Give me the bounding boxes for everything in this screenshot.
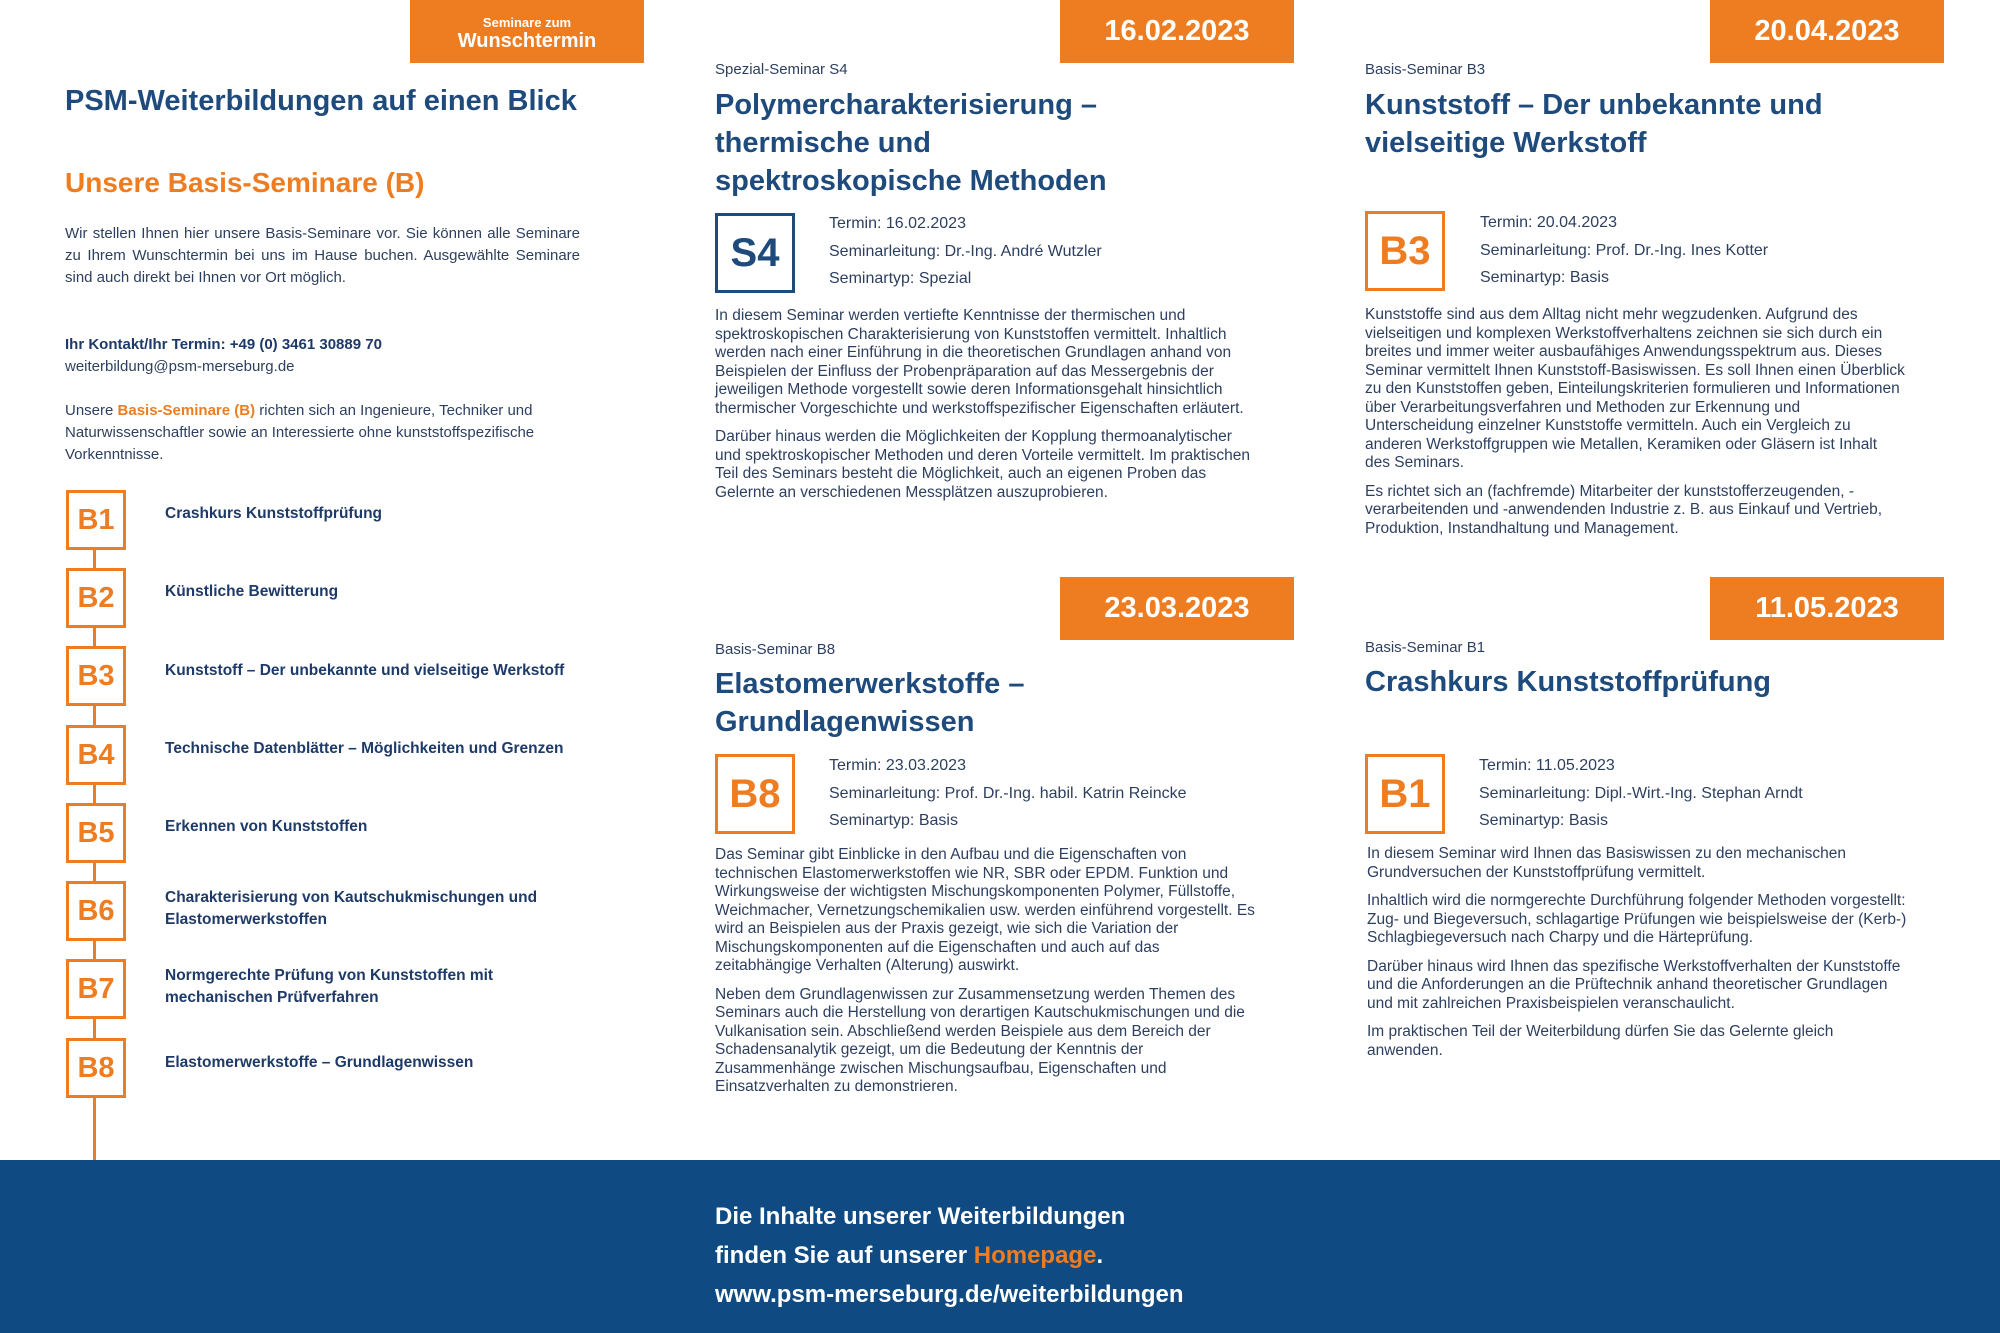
list-code-b8: B8 xyxy=(66,1038,126,1098)
list-label-b1: Crashkurs Kunststoffprüfung xyxy=(165,505,382,522)
b1-termin: Termin: 11.05.2023 xyxy=(1479,757,1615,774)
b8-title: Elastomerwerkstoffe – Grundlagenwissen xyxy=(715,668,1025,738)
s4-date-tab: 16.02.2023 xyxy=(1060,0,1294,63)
b1-description xyxy=(1367,845,1907,1070)
b1-paragraph-4: Im praktischen Teil der Weiterbildung dürfen Sie das Gelernte gleich anwenden. xyxy=(1367,1023,1834,1059)
audience-pre: Unsere xyxy=(65,402,118,419)
b3-code-box: B3 xyxy=(1365,211,1445,291)
footer-line1: Die Inhalte unserer Weiterbildungen xyxy=(715,1203,1126,1230)
b8-kicker: Basis-Seminar B8 xyxy=(715,641,836,658)
b3-description xyxy=(1365,306,1905,548)
b8-paragraph-1: Das Seminar gibt Einblicke in den Aufbau und die Eigenschaften von technischen Elastomerwerkstoffen wie NR, SBR oder EPDM. Funktion und Wirkungsweise der wichtigsten Mischungskomponenten Polymer, Füllstoffe, Weichmacher, Vernetzungschemikalien usw. werden einführend vorgestellt. Es wird an Beispielen aus der Praxis gezeigt, wie sich die Variation der Mischungskomponenten auf die Eigenschaften und auch auf das zeitabhängige Verhalten (Alterung) auswirkt. xyxy=(715,846,1255,974)
b1-title: Crashkurs Kunststoffprüfung xyxy=(1365,666,1771,698)
wunschtermin-tab xyxy=(410,0,644,63)
contact-email[interactable]: weiterbildung@psm-merseburg.de xyxy=(65,358,295,375)
list-code-b7: B7 xyxy=(66,959,126,1019)
s4-paragraph-1: In diesem Seminar werden vertiefte Kenntnisse der thermischen und spektroskopischen Charakterisierung von Kunststoffen vermittelt. Inhaltlich werden nach einer Einführung in die theoretischen Grundlagen anhand von Beispielen der Einfluss der Probenpräparation auf das Messergebnis der jeweiligen Methode vorgestellt sowie deren Informationsgehalt hinsichtlich thermischer Vorgeschichte und werkstoffspezifischer Eigenschaften erläutert. xyxy=(715,307,1244,417)
b1-paragraph-3: Darüber hinaus wird Ihnen das spezifische Werkstoffverhalten der Kunststoffe und die Anforderungen an die Prüftechnik anhand theoretischer Grundlagen und mit zahlreichen Praxisbeispielen veranschaulicht. xyxy=(1367,957,1901,1012)
b1-meta xyxy=(1479,752,1803,835)
s4-kicker: Spezial-Seminar S4 xyxy=(715,61,848,78)
list-code-b2: B2 xyxy=(66,568,126,628)
b8-termin: Termin: 23.03.2023 xyxy=(829,757,966,774)
b8-date-tab: 23.03.2023 xyxy=(1060,577,1294,640)
b8-description xyxy=(715,846,1260,1107)
footer-line2-pre: finden Sie auf unserer xyxy=(715,1242,974,1269)
audience-text xyxy=(65,400,580,466)
wunschtermin-tab-line1: Seminare zum xyxy=(482,15,572,30)
list-label-b7: Normgerechte Prüfung von Kunststoffen mit mechanischen Prüfverfahren xyxy=(165,967,494,1006)
basis-section-title: Unsere Basis-Seminare (B) xyxy=(65,167,425,198)
b3-date-tab: 20.04.2023 xyxy=(1710,0,1944,63)
b8-code-box: B8 xyxy=(715,754,795,834)
s4-description xyxy=(715,307,1255,512)
homepage-link[interactable]: Homepage xyxy=(973,1242,1097,1269)
s4-meta xyxy=(829,210,1102,293)
b1-date-tab: 11.05.2023 xyxy=(1710,577,1944,640)
b3-paragraph-1: Kunststoffe sind aus dem Alltag nicht mehr wegzudenken. Aufgrund des vielseitigen und komplexen Werkstoffverhaltens zeichnen sie sich durch ein breites und immer weiter ausbaufähiges Anwendungsspektrum aus. Dieses Seminar vermittelt Ihnen Kunststoff-Basiswissen. Es soll Ihnen einen Überblick zu den Kunststoffen geben, Einteilungskriterien formulieren und Informationen über Verarbeitungsverfahren und Methoden zur Erkennung und Unterscheidung einzelner Kunststoffe vermitteln. Auch ein Vergleich zu anderen Werkstoffgruppen wie Metallen, Keramiken oder Gläsern ist Inhalt des Seminars. xyxy=(1365,306,1905,471)
footer-text xyxy=(715,1197,1184,1314)
list-label-b5: Erkennen von Kunststoffen xyxy=(165,818,368,835)
contact-block xyxy=(65,334,382,378)
b3-kicker: Basis-Seminar B3 xyxy=(1365,61,1486,78)
audience-post: richten sich an Ingenieure, Techniker und Naturwissenschaftler sowie an Interessierte ohne kunststoffspezifische Vorkenntnisse. xyxy=(65,402,535,463)
footer-url[interactable]: www.psm-merseburg.de/weiterbildungen xyxy=(715,1281,1184,1308)
b1-code-box: B1 xyxy=(1365,754,1445,834)
footer-line2 xyxy=(715,1236,1184,1275)
basis-intro: Wir stellen Ihnen hier unsere Basis-Seminare vor. Sie können alle Seminare zu Ihrem Wunschtermin bei uns im Hause buchen. Ausgewählte Seminare sind auch direkt bei Ihnen vor Ort möglich. xyxy=(65,225,580,286)
b8-meta xyxy=(829,752,1187,835)
list-label-b3: Kunststoff – Der unbekannte und vielseitige Werkstoff xyxy=(165,662,565,679)
b1-leitung: Seminarleitung: Dipl.-Wirt.-Ing. Stephan Arndt xyxy=(1479,784,1803,802)
s4-leitung: Seminarleitung: Dr.-Ing. André Wutzler xyxy=(829,242,1102,260)
list-label-b6: Charakterisierung von Kautschukmischungen und Elastomerwerkstoffen xyxy=(165,889,538,928)
b3-leitung: Seminarleitung: Prof. Dr.-Ing. Ines Kotter xyxy=(1480,241,1769,259)
s4-paragraph-2: Darüber hinaus werden die Möglichkeiten der Kopplung thermoanalytischer und spektroskopischer Methoden und deren Vorteile vermittelt. Im praktischen Teil des Seminars besteht die Möglichkeit, auch an eigenen Proben das Gelernte an verschiedenen Messplätzen auszuprobieren. xyxy=(715,428,1251,501)
list-code-b6: B6 xyxy=(66,881,126,941)
b8-leitung: Seminarleitung: Prof. Dr.-Ing. habil. Katrin Reincke xyxy=(829,784,1187,802)
list-label-b8: Elastomerwerkstoffe – Grundlagenwissen xyxy=(165,1054,474,1071)
page-title: PSM-Weiterbildungen auf einen Blick xyxy=(65,85,577,117)
b1-paragraph-1: In diesem Seminar wird Ihnen das Basiswissen zu den mechanischen Grundversuchen der Kunststoffprüfung vermittelt. xyxy=(1367,845,1847,881)
footer-line2-post: . xyxy=(1096,1242,1104,1269)
list-code-b1: B1 xyxy=(66,490,126,550)
s4-typ: Seminartyp: Spezial xyxy=(829,270,972,287)
b3-termin: Termin: 20.04.2023 xyxy=(1480,214,1617,231)
s4-code-box: S4 xyxy=(715,213,795,293)
b1-paragraph-2: Inhaltlich wird die normgerechte Durchführung folgender Methoden vorgestellt: Zug- und Biegeversuch, schlagartige Prüfungen wie beispielsweise der (Kerb-) Schlagbiegeversuch nach Charpy und die Härteprüfung. xyxy=(1367,892,1907,946)
contact-phone: Ihr Kontakt/Ihr Termin: +49 (0) 3461 30889 70 xyxy=(65,336,382,353)
b1-kicker: Basis-Seminar B1 xyxy=(1365,639,1486,656)
wunschtermin-tab-line2: Wunschtermin xyxy=(457,30,597,52)
list-label-b4: Technische Datenblätter – Möglichkeiten und Grenzen xyxy=(165,740,564,757)
b8-paragraph-2: Neben dem Grundlagenwissen zur Zusammensetzung werden Themen des Seminars auch die Herstellung von derartigen Kautschukmischungen und die Vulkanisation sein. Abschließend werden Beispiele aus dem Bereich der Schadensanalytik gezeigt, um die Bedeutung der Kenntnis der Zusammenhänge zwischen Mischungsaufbau, Eigenschaften und Einsatzverhalten zu demonstrieren. xyxy=(715,985,1245,1095)
s4-title: Polymercharakterisierung – thermische und spektroskopische Methoden xyxy=(715,89,1107,197)
audience-highlight: Basis-Seminare (B) xyxy=(117,402,256,419)
b3-typ: Seminartyp: Basis xyxy=(1480,269,1609,286)
b3-meta xyxy=(1480,209,1768,292)
b8-typ: Seminartyp: Basis xyxy=(829,812,958,829)
list-code-b5: B5 xyxy=(66,803,126,863)
b1-typ: Seminartyp: Basis xyxy=(1479,812,1608,829)
list-label-b2: Künstliche Bewitterung xyxy=(165,583,339,600)
b3-title: Kunststoff – Der unbekannte und vielseitige Werkstoff xyxy=(1365,89,1823,159)
b3-paragraph-2: Es richtet sich an (fachfremde) Mitarbeiter der kunststofferzeugenden, -verarbeitenden und -anwendenden Industrie z. B. aus Einkauf und Vertrieb, Produktion, Instandhaltung und Management. xyxy=(1365,482,1883,537)
list-code-b4: B4 xyxy=(66,725,126,785)
s4-termin: Termin: 16.02.2023 xyxy=(829,215,966,232)
list-code-b3: B3 xyxy=(66,646,126,706)
